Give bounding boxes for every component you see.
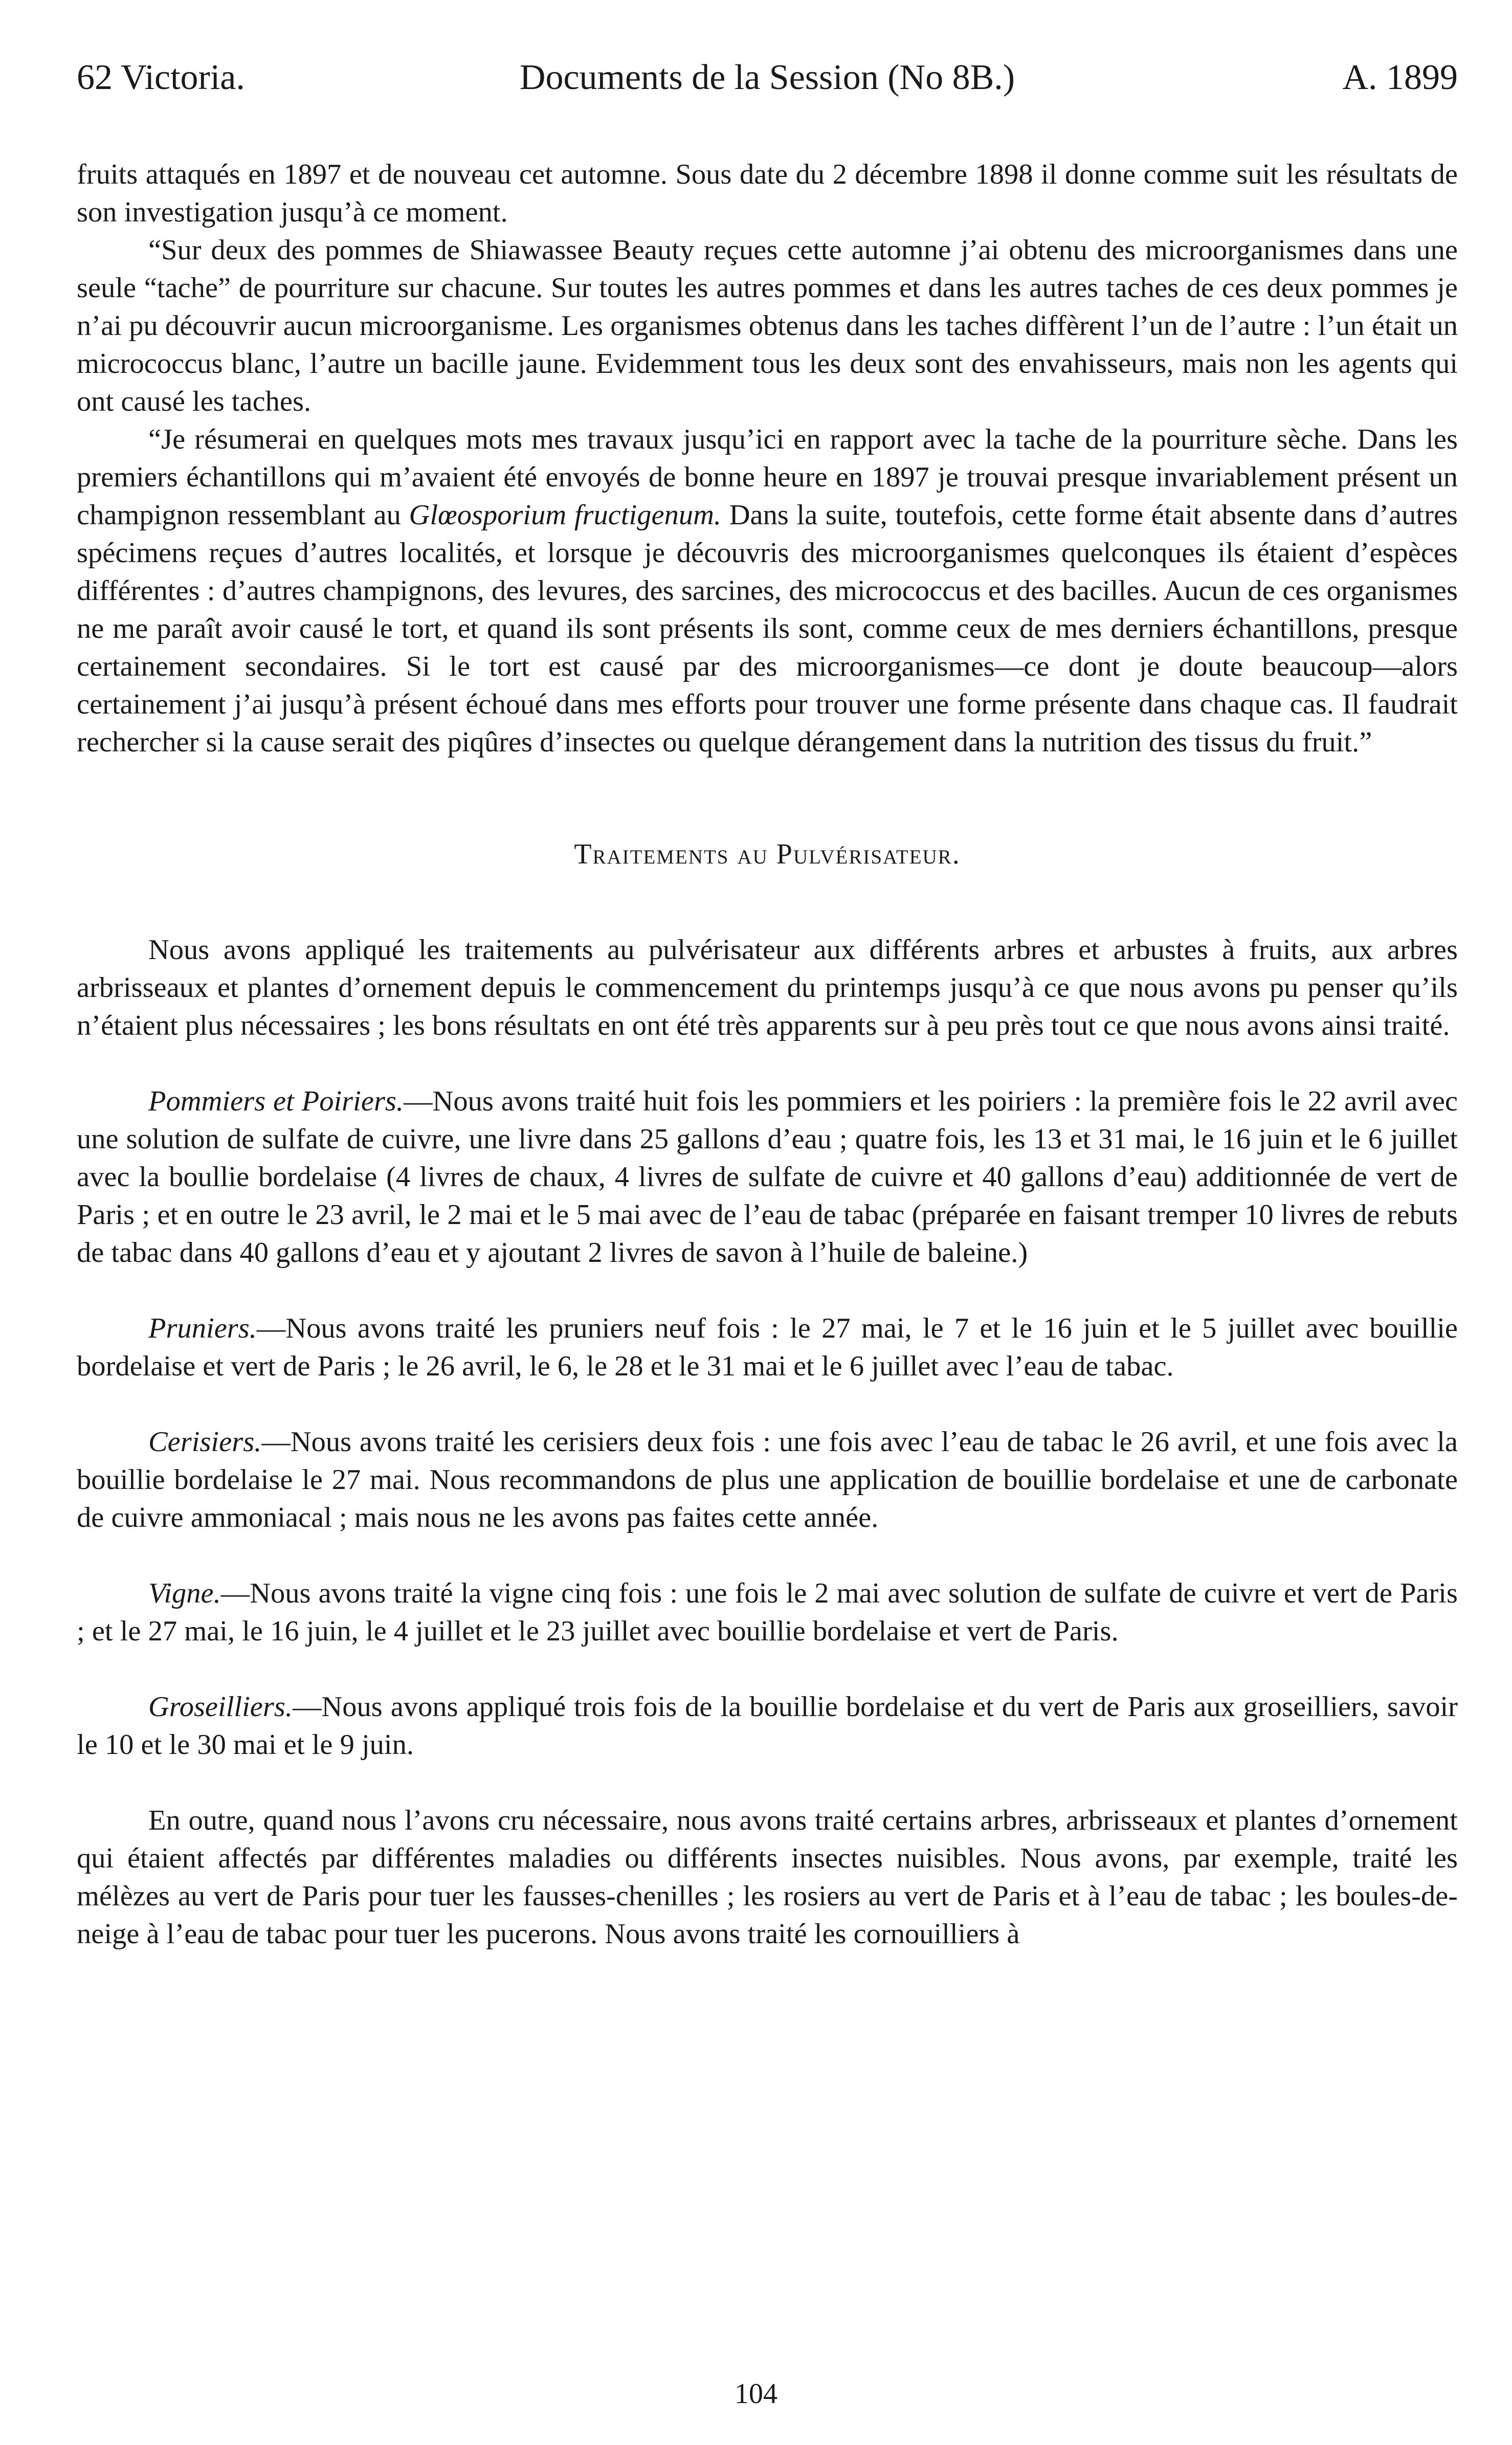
- document-page: [77, 56, 1458, 1953]
- plums-label: Pruniers.: [148, 1313, 257, 1344]
- cherries-text: —Nous avons traité les cerisiers deux fois : une fois avec l’eau de tabac le 26 avril, et une fois avec la bouillie bordelaise le 27 mai. Nous recommandons de plus une application de bouillie bordelaise et une de carbonate de cuivre ammoniacal ; mais nous ne les avons pas faites cette année.: [77, 1426, 1458, 1533]
- summary-text-a: “Je résumerai en quelques mots mes travaux jusqu’ici en rapport avec la tache de la pourriture sèche. Dans les premiers échantillons qui m’avaient été envoyés de bonne heure en 1897 je trouvai presque invariablement présent un champignon ressemblant au: [77, 424, 1458, 531]
- paragraph-cherries: [77, 1423, 1458, 1537]
- vine-label: Vigne.: [148, 1577, 221, 1609]
- paragraph-quote-summary: [77, 420, 1458, 761]
- apples-pears-label: Pommiers et Poiriers.: [148, 1085, 404, 1117]
- header-title: Documents de la Session (No 8B.): [519, 58, 1015, 97]
- paragraph-currants: [77, 1688, 1458, 1764]
- paragraph-quote-shiawassee: “Sur deux des pommes de Shiawassee Beauty reçues cette automne j’ai obtenu des microorganismes dans une seule “tache” de pourriture sur chacune. Sur toutes les autres pommes et dans les autres taches de ces deux pommes je n’ai pu découvrir aucun microorganisme. Les organismes obtenus dans les taches diffèrent l’un de l’autre : l’un était un micrococcus blanc, l’autre un bacille jaune. Evidemment tous les deux sont des envahisseurs, mais non les agents qui ont causé les taches.: [77, 234, 1458, 417]
- page-number: 104: [735, 2378, 777, 2410]
- paragraph-plums: [77, 1309, 1458, 1385]
- running-header: [77, 56, 1458, 99]
- paragraph-continued: fruits attaqués en 1897 et de nouveau cet automne. Sous date du 2 décembre 1898 il donne comme suit les résultats de son investigation jusqu’à ce moment.: [77, 159, 1458, 228]
- cherries-label: Cerisiers.: [148, 1426, 262, 1458]
- paragraph-ornamentals: En outre, quand nous l’avons cru nécessaire, nous avons traité certains arbres, arbrisseaux et plantes d’ornement qui étaient affectés par différentes maladies ou différents insectes nuisibles. Nous avons, par exemple, traité les mélèzes au vert de Paris pour tuer les fausses-chenilles ; les rosiers au vert de Paris et à l’eau de tabac ; les boules-de-neige à l’eau de tabac pour tuer les pucerons. Nous avons traité les cornouilliers à: [77, 1805, 1458, 1950]
- apples-pears-text: —Nous avons traité huit fois les pommiers et les poiriers : la première fois le 22 avril avec une solution de sulfate de cuivre, une livre dans 25 gallons d’eau ; quatre fois, les 13 et 31 mai, le 16 juin et le 6 juillet avec la boullie bordelaise (4 livres de chaux, 4 livres de sulfate de cuivre et 40 gallons d’eau) additionnée de vert de Paris ; et en outre le 23 avril, le 2 mai et le 5 mai avec de l’eau de tabac (préparée en faisant tremper 10 livres de rebuts de tabac dans 40 gallons d’eau et y ajoutant 2 livres de savon à l’huile de baleine.): [77, 1085, 1458, 1269]
- vine-text: —Nous avons traité la vigne cinq fois : une fois le 2 mai avec solution de sulfate de cuivre et vert de Paris ; et le 27 mai, le 16 juin, le 4 juillet et le 23 juillet avec bouillie bordelaise et vert de Paris.: [77, 1577, 1458, 1647]
- header-year: A. 1899: [1342, 58, 1458, 97]
- paragraph-spraying-intro: Nous avons appliqué les traitements au pulvérisateur aux différents arbres et arbustes à fruits, aux arbres arbrisseaux et plantes d’ornement depuis le commencement du printemps jusqu’à ce que nous avons pu penser qu’ils n’étaient plus nécessaires ; les bons résultats en ont été très apparents sur à peu près tout ce que nous avons ainsi traité.: [77, 934, 1458, 1041]
- paragraph-vine: [77, 1574, 1458, 1650]
- species-name: Glœosporium fructigenum.: [409, 499, 722, 531]
- header-volume: 62 Victoria.: [77, 58, 245, 97]
- summary-text-b: Dans la suite, toutefois, cette forme était absente dans d’autres spécimens reçues d’autres localités, et lorsque je découvris des microorganismes quelconques ils étaient d’espèces différentes : d’autres champignons, des levures, des sarcines, des micrococcus et des bacilles. Aucun de ces organismes ne me paraît avoir causé le tort, et quand ils sont présents ils sont, comme ceux de mes derniers échantillons, presque certainement secondaires. Si le tort est causé par des microorganismes—ce dont je doute beaucoup—alors certainement j’ai jusqu’à présent échoué dans mes efforts pour trouver une forme présente dans chaque cas. Il faudrait rechercher si la cause serait des piqûres d’insectes ou quelque dérangement dans la nutrition des tissus du fruit.”: [77, 499, 1458, 758]
- plums-text: —Nous avons traité les pruniers neuf fois : le 27 mai, le 7 et le 16 juin et le 5 juillet avec bouillie bordelaise et vert de Paris ; le 26 avril, le 6, le 28 et le 31 mai et le 6 juillet avec l’eau de tabac.: [77, 1313, 1458, 1382]
- currants-label: Groseilliers.: [148, 1691, 293, 1723]
- section-heading: Traitements au Pulvérisateur.: [574, 838, 961, 870]
- currants-text: —Nous avons appliqué trois fois de la bouillie bordelaise et du vert de Paris aux groseilliers, savoir le 10 et le 30 mai et le 9 juin.: [77, 1691, 1458, 1761]
- paragraph-apples-pears: [77, 1082, 1458, 1272]
